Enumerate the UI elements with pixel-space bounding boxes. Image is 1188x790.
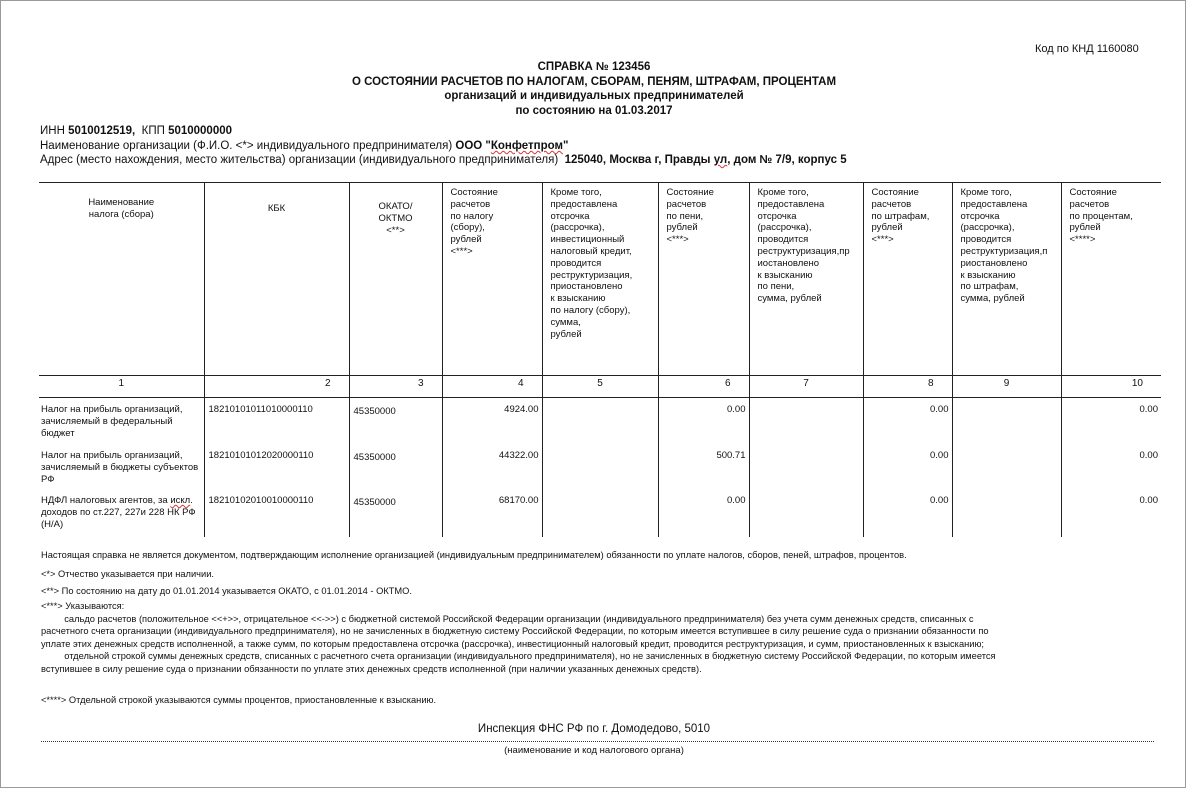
footnote-3-line: уплате этих денежных средств исполненной, а также сумм, по которым предоставлена отсрочка (рассрочка), инвестиционный налоговый кредит, проводится реструктуризация, и сумм, приостановленных к взысканию; bbox=[41, 638, 985, 649]
header-penalty-balance: Состояние расчетов по пени, рублей <***> bbox=[658, 183, 749, 376]
row-tax-name: Налог на прибыль организаций, зачисляемый в бюджеты субъектов РФ bbox=[41, 450, 199, 485]
header-kbk: КБК bbox=[204, 183, 349, 376]
row-kbk: 18210101011010000110 bbox=[204, 398, 349, 445]
row-tax-name-part: . доходов по ст.227, 227и 228 НК РФ (Н/А) bbox=[41, 495, 196, 530]
row-tax-balance: 4924.00 bbox=[442, 398, 542, 445]
address-part-b: , дом № 7/9, корпус 5 bbox=[727, 154, 847, 166]
inn-value: 5010012519, bbox=[68, 125, 136, 137]
column-number-row bbox=[39, 376, 1161, 398]
header-penalty-deferred: Кроме того, предоставлена отсрочка (рассрочка), проводится реструктуризация,пр иостановлено к взысканию по пени, сумма, рублей bbox=[749, 183, 863, 376]
org-name-prefix: ООО " bbox=[455, 140, 491, 152]
row-penalty-balance: 0.00 bbox=[658, 489, 749, 537]
column-number: 5 bbox=[542, 376, 658, 398]
org-name-main: Конфетпром bbox=[490, 140, 564, 152]
row-fines-balance: 0.00 bbox=[863, 398, 952, 445]
column-number: 9 bbox=[952, 376, 1061, 398]
footnote-4: <****> Отдельной строкой указываются суммы процентов, приостановленные к взысканию. bbox=[41, 695, 437, 705]
footnote-3-body bbox=[41, 613, 1141, 675]
org-name-value bbox=[455, 140, 568, 152]
header-okato: ОКАТО/ ОКТМО <**> bbox=[349, 183, 442, 376]
footnote-3-line: расчетного счета организации (индивидуального предпринимателя), но не зачисленных в бюджетную систему Российской Федерации, по которым имеется вступившее в силу решение суда о признании обязанности по bbox=[41, 626, 989, 637]
row-fines-balance: 0.00 bbox=[863, 489, 952, 537]
row-penalty-deferred bbox=[749, 489, 863, 537]
row-fines-deferred bbox=[952, 444, 1061, 489]
header-tax-balance: Состояние расчетов по налогу (сбору), рублей <***> bbox=[442, 183, 542, 376]
row-tax-name-abbrev: искл bbox=[170, 495, 191, 506]
row-tax-balance: 44322.00 bbox=[442, 444, 542, 489]
row-fines-balance: 0.00 bbox=[863, 444, 952, 489]
certificate-number: СПРАВКА № 123456 bbox=[537, 61, 651, 73]
address-part-a: 125040, Москва г, Правды bbox=[564, 154, 714, 166]
column-number: 8 bbox=[863, 376, 952, 398]
certificate-title: О СОСТОЯНИИ РАСЧЕТОВ ПО НАЛОГАМ, СБОРАМ, ПЕНЯМ, ШТРАФАМ, ПРОЦЕНТАМ bbox=[351, 76, 837, 88]
row-kbk: 18210101012020000110 bbox=[204, 444, 349, 489]
row-penalty-deferred bbox=[749, 398, 863, 445]
row-tax-deferred bbox=[542, 489, 658, 537]
column-number: 7 bbox=[749, 376, 863, 398]
row-penalty-balance: 500.71 bbox=[658, 444, 749, 489]
column-number: 4 bbox=[442, 376, 542, 398]
address-value bbox=[565, 154, 847, 166]
certificate-date: по состоянию на 01.03.2017 bbox=[515, 105, 673, 117]
footnote-1: <*> Отчество указывается при наличии. bbox=[41, 569, 214, 579]
knd-code: Код по КНД 1160080 bbox=[1035, 43, 1139, 55]
row-okato: 45350000 bbox=[349, 489, 442, 537]
header-tax-name: Наименование налога (сбора) bbox=[39, 183, 204, 376]
row-fines-deferred bbox=[952, 398, 1061, 445]
column-number: 2 bbox=[204, 376, 349, 398]
address-street-type: ул bbox=[713, 154, 728, 166]
inn-label: ИНН bbox=[40, 125, 69, 137]
org-name-label: Наименование организации (Ф.И.О. <*> индивидуального предпринимателя) bbox=[40, 140, 456, 152]
header-interest-balance: Состояние расчетов по процентам, рублей <****> bbox=[1061, 183, 1161, 376]
disclaimer-note: Настоящая справка не является документом, подтверждающим исполнение организацией (индивидуальным предпринимателем) обязанности по уплате налогов, сборов, пеней, штрафов, процентов. bbox=[41, 550, 907, 560]
footnote-3-line: отдельной строкой суммы денежных средств, списанных с расчетного счета организации (индивидуального предпринимателя), но не зачисленных в бюджетную систему Российской Федерации, по которым имеется bbox=[41, 651, 996, 662]
organization-name-line bbox=[40, 140, 568, 152]
row-penalty-deferred bbox=[749, 444, 863, 489]
table-header-row bbox=[39, 183, 1161, 376]
row-tax-deferred bbox=[542, 444, 658, 489]
inn-kpp-line bbox=[40, 125, 232, 137]
kpp-label: КПП bbox=[135, 125, 169, 137]
header-fines-balance: Состояние расчетов по штрафам, рублей <***> bbox=[863, 183, 952, 376]
row-tax-deferred bbox=[542, 398, 658, 445]
settlement-table bbox=[39, 182, 1161, 537]
table-row bbox=[39, 444, 1161, 489]
kpp-value: 5010000000 bbox=[168, 125, 233, 137]
row-fines-deferred bbox=[952, 489, 1061, 537]
row-okato: 45350000 bbox=[349, 398, 442, 445]
header-tax-deferred: Кроме того, предоставлена отсрочка (рассрочка), инвестиционный налоговый кредит, проводится реструктуризация, приостановлено к взысканию по налогу (сбору), сумма, рублей bbox=[542, 183, 658, 376]
row-penalty-balance: 0.00 bbox=[658, 398, 749, 445]
column-number: 6 bbox=[658, 376, 749, 398]
certificate-subtitle: организаций и индивидуальных предпринимателей bbox=[444, 90, 744, 102]
footnote-3-line: вступившее в силу решение суда о признании обязанности по уплате этих денежных средств исполненной (при наличии указанных денежных средств). bbox=[41, 663, 702, 674]
row-interest-balance: 0.00 bbox=[1061, 398, 1161, 445]
footnote-2: <**> По состоянию на дату до 01.01.2014 указывается ОКАТО, с 01.01.2014 - ОКТМО. bbox=[41, 586, 412, 596]
row-kbk: 18210102010010000110 bbox=[204, 489, 349, 537]
footnote-3-title: <***> Указываются: bbox=[41, 601, 125, 611]
row-tax-name bbox=[39, 489, 204, 537]
column-number: 10 bbox=[1061, 376, 1161, 398]
tax-authority: Инспекция ФНС РФ по г. Домодедово, 5010 bbox=[477, 723, 711, 735]
footnote-3-line: сальдо расчетов (положительное <<+>>, отрицательное <<->>) с бюджетной системой Российской Федерации организации (индивидуального предпринимателя) без учета сумм денежных средств, списанных с bbox=[41, 614, 974, 624]
address-line bbox=[40, 154, 847, 166]
row-interest-balance: 0.00 bbox=[1061, 444, 1161, 489]
row-okato: 45350000 bbox=[349, 444, 442, 489]
org-name-suffix: " bbox=[563, 140, 569, 152]
tax-authority-caption: (наименование и код налогового органа) bbox=[504, 745, 684, 756]
row-tax-name-part: НДФЛ налоговых агентов, за bbox=[41, 495, 171, 506]
row-tax-name: Налог на прибыль организаций, зачисляемый в федеральный бюджет bbox=[41, 404, 183, 439]
row-tax-balance: 68170.00 bbox=[442, 489, 542, 537]
table-row bbox=[39, 398, 1161, 445]
address-label: Адрес (место нахождения, место жительства) организации (индивидуального предпринимателя) bbox=[40, 154, 565, 166]
row-interest-balance: 0.00 bbox=[1061, 489, 1161, 537]
header-fines-deferred: Кроме того, предоставлена отсрочка (рассрочка), проводится реструктуризация,п риостановлено к взысканию по штрафам, сумма, рублей bbox=[952, 183, 1061, 376]
table-row bbox=[39, 489, 1161, 537]
signature-divider bbox=[41, 741, 1154, 742]
column-number: 1 bbox=[39, 376, 204, 398]
column-number: 3 bbox=[349, 376, 442, 398]
